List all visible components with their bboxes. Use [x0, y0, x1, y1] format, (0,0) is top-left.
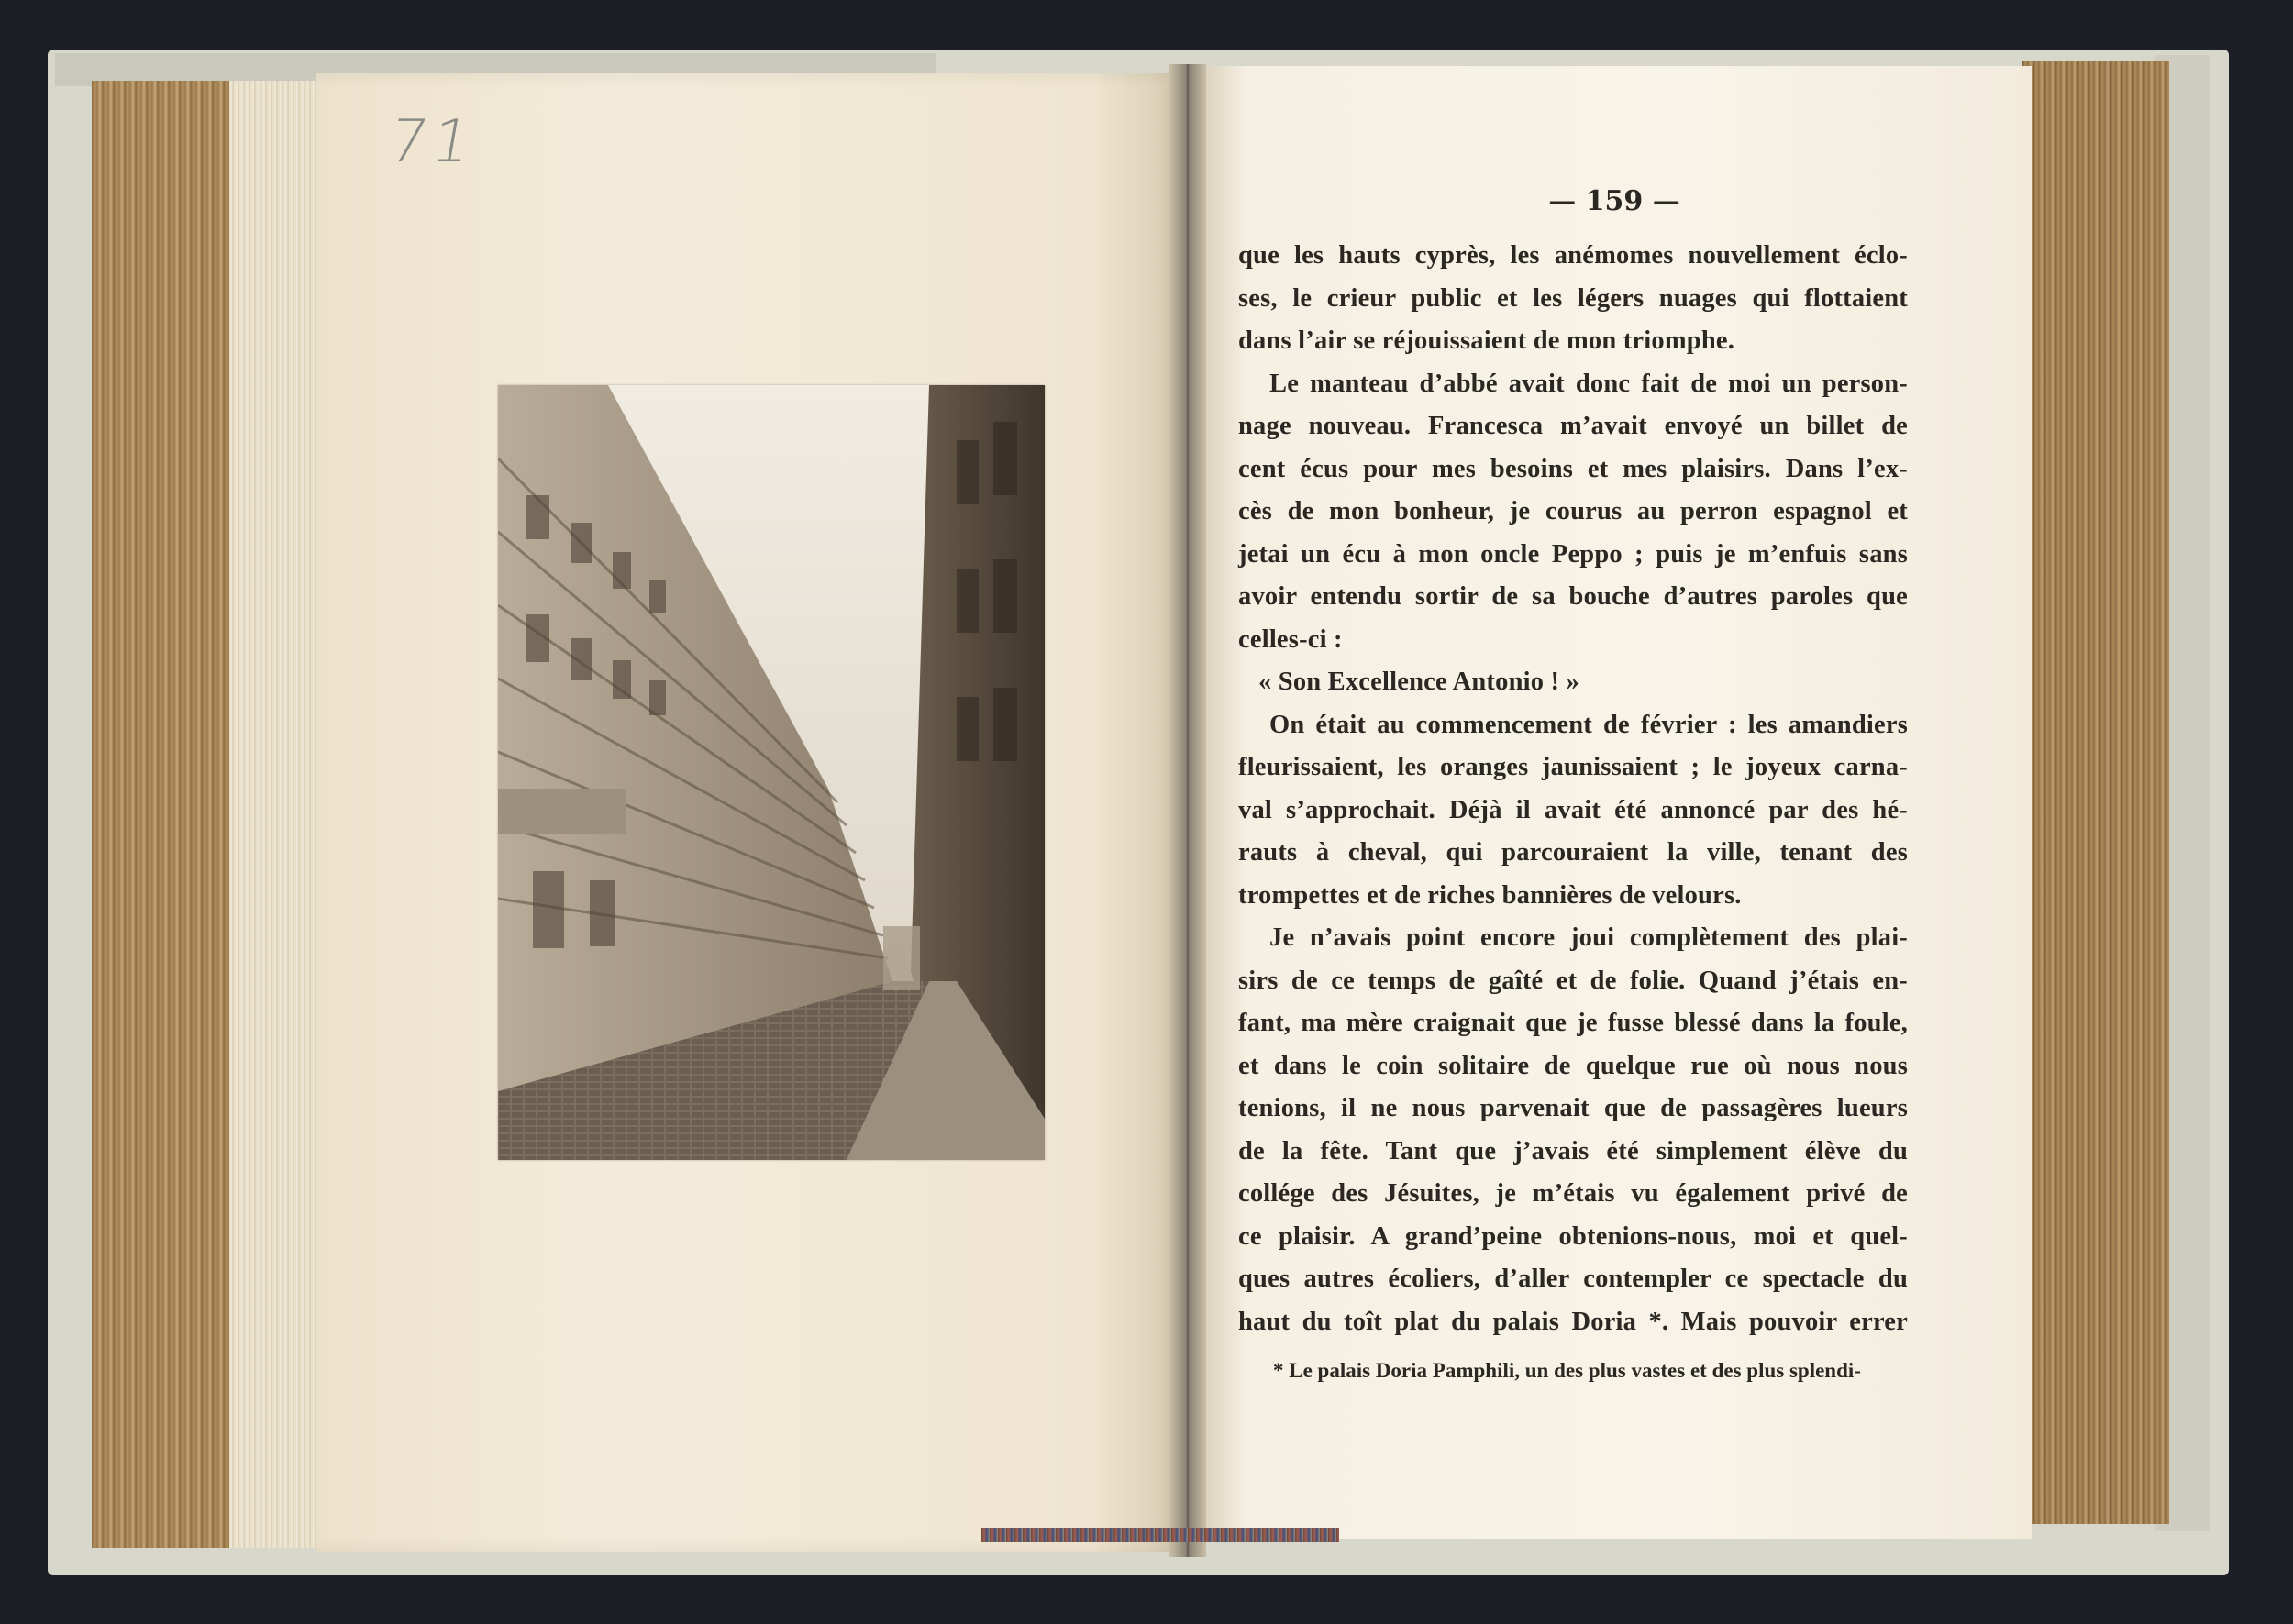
text-line: de la fête. Tant que j’avais été simplement élève du [1238, 1136, 1908, 1166]
text-line: haut du toît plat du palais Doria *. Mais pouvoir errer [1238, 1307, 1908, 1336]
text-line: cent écus pour mes besoins et mes plaisirs. Dans l’ex- [1238, 454, 1908, 483]
text-line: avoir entendu sortir de sa bouche d’autres paroles que [1238, 582, 1908, 611]
text-line: et dans le coin solitaire de quelque rue où nous nous [1238, 1051, 1908, 1080]
text-line: fant, ma mère craignait que je fusse blessé dans la foule, [1238, 1009, 1908, 1037]
text-line: sirs de ce temps de gaîté et de folie. Quand j’étais en- [1238, 966, 1908, 995]
text-line: cès de mon bonheur, je courus au perron espagnol et [1238, 497, 1908, 525]
text-line: rauts à cheval, qui parcouraient la ville, tenant des [1238, 838, 1908, 867]
text-line: nage nouveau. Francesca m’avait envoyé un billet de [1238, 412, 1908, 440]
handwritten-page-mark: 71 [383, 108, 482, 176]
footnote: * Le palais Doria Pamphili, un des plus vastes et des plus splendi- [1273, 1359, 1861, 1382]
page-body-text [1238, 235, 1908, 1343]
text-line: dans l’air se réjouissaient de mon triomphe. [1238, 326, 1735, 355]
text-line: celles-ci : [1238, 624, 1343, 654]
text-line: ses, le crieur public et les légers nuages qui flottaient [1238, 283, 1908, 313]
text-line: Je n’avais point encore joui complètement des plai- [1269, 923, 1908, 952]
text-line: trompettes et de riches bannières de velours. [1238, 880, 1742, 910]
text-line: « Son Excellence Antonio ! » [1258, 668, 1579, 696]
text-line: Le manteau d’abbé avait donc fait de moi un person- [1269, 369, 1908, 398]
text-line: jetai un écu à mon oncle Peppo ; puis je m’enfuis sans [1238, 539, 1908, 569]
right-page-edges [2022, 61, 2169, 1524]
page-number: — 159 — [1548, 185, 1680, 217]
text-line: val s’approchait. Déjà il avait été annoncé par des hé- [1238, 795, 1908, 824]
text-line: tenions, il ne nous parvenait que de passagères lueurs [1238, 1094, 1908, 1122]
text-line: fleurissaient, les oranges jaunissaient ; le joyeux carna- [1238, 753, 1908, 781]
palazzo-street-photograph [498, 385, 1045, 1160]
text-line: ques autres écoliers, d’aller contempler ce spectacle du [1238, 1265, 1908, 1293]
text-line: ce plaisir. A grand’peine obtenions-nous, moi et quel- [1238, 1221, 1908, 1251]
text-line: On était au commencement de février : les amandiers [1269, 710, 1908, 739]
spine-headband [981, 1528, 1339, 1542]
book-gutter [1169, 64, 1206, 1557]
text-line: que les hauts cyprès, les anémomes nouvellement éclo- [1238, 241, 1908, 270]
text-line: collége des Jésuites, je m’étais vu également privé de [1238, 1179, 1908, 1208]
